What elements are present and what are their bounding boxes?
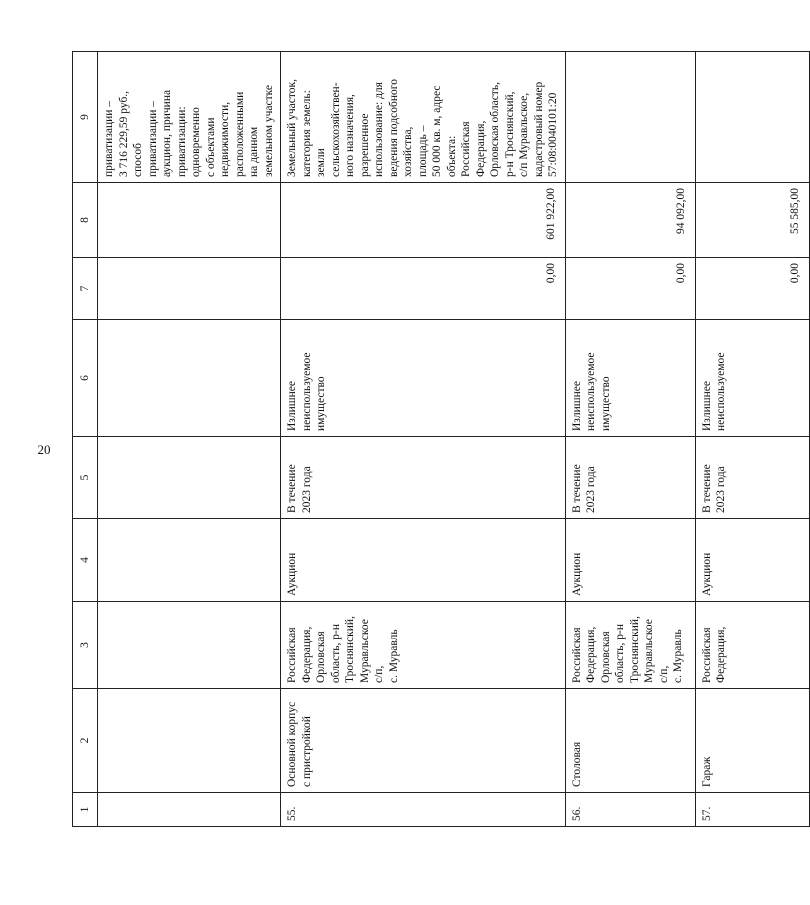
privatization-method: Аукцион <box>565 519 695 602</box>
row-number: 56. <box>565 793 695 827</box>
header-cell-1: 1 <box>73 793 98 827</box>
page-number: 20 <box>37 442 51 457</box>
object-name <box>98 689 281 793</box>
header-cell-5: 5 <box>73 437 98 519</box>
header-row <box>73 52 98 827</box>
value-col8: 55 585,00 <box>695 183 809 258</box>
object-name: Гараж <box>695 689 809 793</box>
object-address: Российская Федерация, Орловская область, р-н Троснянский, Муравльское с/п, с. Муравль <box>565 602 695 689</box>
privatization-reason <box>98 320 281 437</box>
value-col8: 94 092,00 <box>565 183 695 258</box>
value-col8 <box>98 183 281 258</box>
header-cell-8: 8 <box>73 183 98 258</box>
header-cell-4: 4 <box>73 519 98 602</box>
row-number <box>98 793 281 827</box>
privatization-term <box>98 437 281 519</box>
privatization-reason: Излишнее неиспользуемое имущество <box>281 320 566 437</box>
table-row-continuation <box>98 52 281 827</box>
row-number: 57. <box>695 793 809 827</box>
object-name: Столовая <box>565 689 695 793</box>
object-address: Российская Федерация, <box>695 602 809 689</box>
rotated-table-sheet <box>72 52 801 827</box>
value-col7: 0,00 <box>565 258 695 320</box>
privatization-reason: Излишнее неиспользуемое <box>695 320 809 437</box>
row-number: 55. <box>281 793 566 827</box>
header-cell-9: 9 <box>73 52 98 183</box>
header-cell-2: 2 <box>73 689 98 793</box>
note <box>695 52 809 183</box>
note: приватизации – 3 716 229,59 руб., способ приватизации – аукцион, причина приватизации: одновременно с объектами недвижимости, расположенными на данном земельном участке <box>98 52 281 183</box>
object-name: Основной корпус с пристройкой <box>281 689 566 793</box>
object-address: Российская Федерация, Орловская область, р-н Троснянский, Муравльское с/п, с. Муравль <box>281 602 566 689</box>
value-col7: 0,00 <box>695 258 809 320</box>
note: Земельный участок, категория земель: земли сельскохозяйствен- ного назначения, разрешенное использование: для ведения подсобного хозяйства, площадь – 50 000 кв. м, адрес объекта: Российская Федерация, Орловская область, р-н Троснянский, с/п Муравльское, кадастровый номер 57:08:0040101:20 <box>281 52 566 183</box>
value-col7 <box>98 258 281 320</box>
table-row-56 <box>565 52 695 827</box>
privatization-reason: Излишнее неиспользуемое имущество <box>565 320 695 437</box>
value-col8: 601 922,00 <box>281 183 566 258</box>
value-col7: 0,00 <box>281 258 566 320</box>
header-cell-6: 6 <box>73 320 98 437</box>
privatization-term: В течение 2023 года <box>695 437 809 519</box>
property-table <box>72 51 810 827</box>
note <box>565 52 695 183</box>
privatization-term: В течение 2023 года <box>281 437 566 519</box>
privatization-method: Аукцион <box>695 519 809 602</box>
table-row-55 <box>281 52 566 827</box>
header-cell-7: 7 <box>73 258 98 320</box>
header-cell-3: 3 <box>73 602 98 689</box>
privatization-method <box>98 519 281 602</box>
privatization-method: Аукцион <box>281 519 566 602</box>
object-address <box>98 602 281 689</box>
privatization-term: В течение 2023 года <box>565 437 695 519</box>
table-row-57 <box>695 52 809 827</box>
